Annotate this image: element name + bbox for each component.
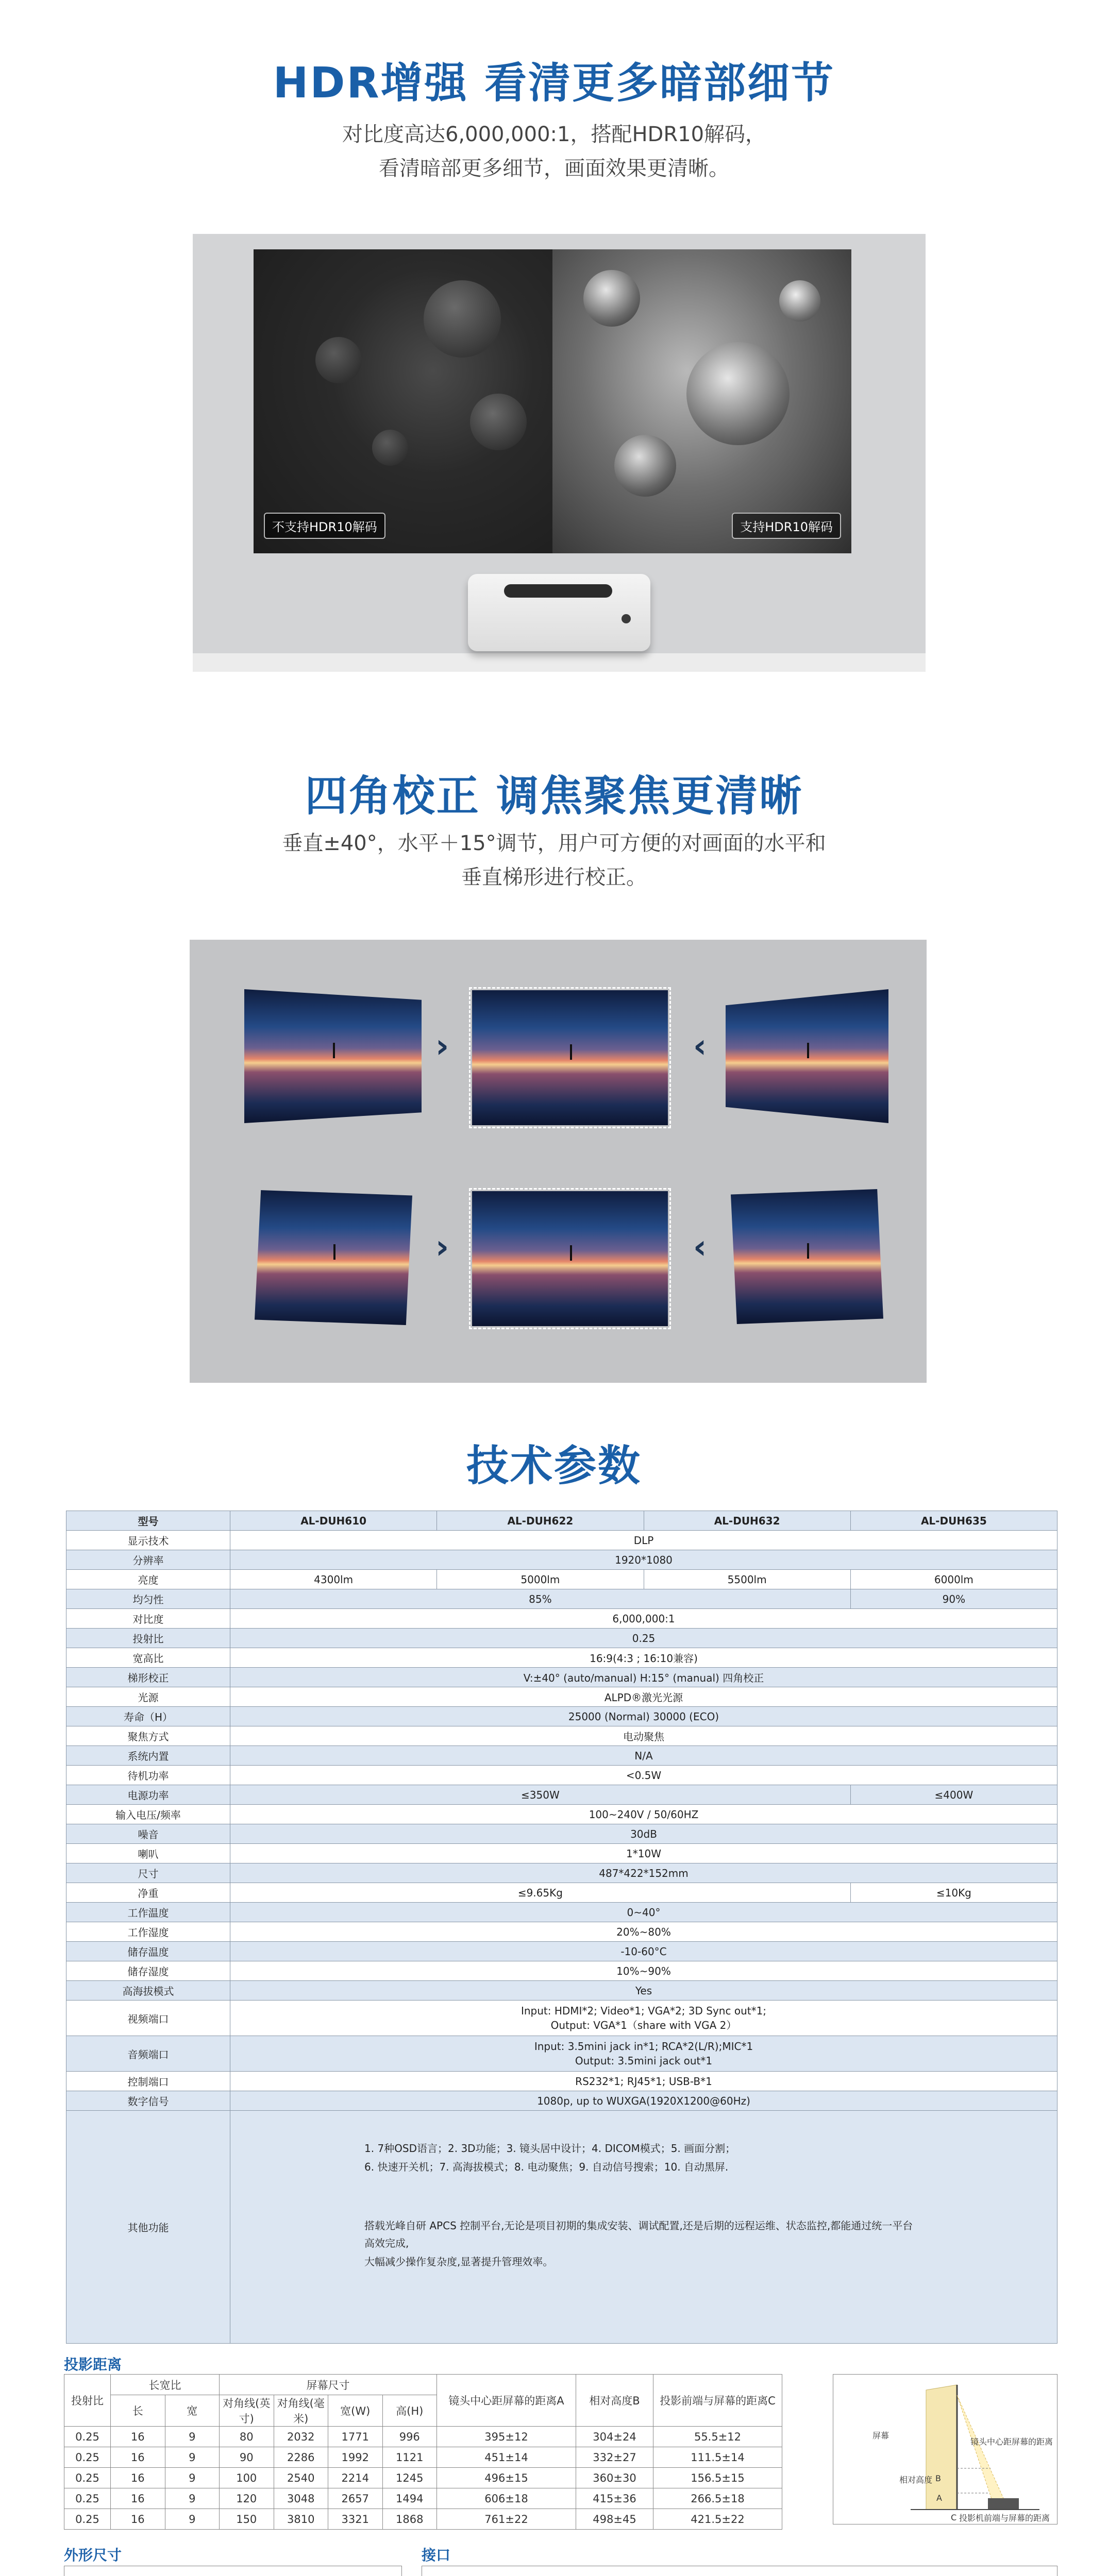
pd-header: 对角线(毫米) — [274, 2395, 328, 2427]
pd-header: 镜头中心距屏幕的距离A — [437, 2375, 576, 2427]
spec-value: 100~240V / 50/60HZ — [230, 1805, 1057, 1824]
pd-cell: 90 — [220, 2447, 274, 2468]
specs-table — [66, 1511, 1057, 2344]
spec-value: DLP — [230, 1531, 1057, 1550]
pd-header: 投射比 — [64, 2375, 111, 2427]
spec-label: 分辨率 — [66, 1550, 230, 1570]
spec-label: 其他功能 — [66, 2111, 230, 2344]
distorted-image-left — [244, 989, 422, 1123]
pd-cell: 606±18 — [437, 2488, 576, 2509]
model-cell: AL-DUH610 — [230, 1511, 437, 1531]
other-line4: 大幅减少操作复杂度,显著提升管理效率。 — [364, 2256, 553, 2268]
specs-model-label: 型号 — [66, 1511, 230, 1531]
pd-cell: 9 — [165, 2468, 220, 2488]
pd-cell: 496±15 — [437, 2468, 576, 2488]
water-drop — [470, 394, 527, 450]
projection-diagram-svg — [833, 2375, 1058, 2525]
pd-cell: 3048 — [274, 2488, 328, 2509]
pd-cell: 360±30 — [576, 2468, 653, 2488]
pd-cell: 332±27 — [576, 2447, 653, 2468]
pd-header: 相对高度B — [576, 2375, 653, 2427]
pd-cell: 498±45 — [576, 2509, 653, 2530]
water-drop — [372, 430, 408, 466]
model-cell: AL-DUH632 — [644, 1511, 850, 1531]
pd-cell: 2286 — [274, 2447, 328, 2468]
spec-value: ≤10Kg — [850, 1883, 1057, 1903]
hdr-comparison-image — [193, 234, 926, 672]
specs-title: 技术参数 — [466, 1442, 642, 1490]
pd-cell: 100 — [220, 2468, 274, 2488]
pd-cell: 0.25 — [64, 2427, 111, 2447]
spec-label: 数字信号 — [66, 2091, 230, 2111]
spec-value: 90% — [850, 1589, 1057, 1609]
spec-label: 待机功率 — [66, 1766, 230, 1785]
spec-value: ≤400W — [850, 1785, 1057, 1805]
diagram-label: B — [935, 2473, 941, 2483]
pd-cell: 266.5±18 — [653, 2488, 782, 2509]
projection-title: 投影距离 — [64, 2356, 122, 2373]
spec-value: ≤9.65Kg — [230, 1883, 851, 1903]
model-cell: AL-DUH622 — [437, 1511, 644, 1531]
spec-value: 20%~80% — [230, 1922, 1057, 1942]
dimensions-title: 外形尺寸 — [64, 2547, 122, 2564]
distorted-image-right — [726, 989, 888, 1123]
spec-label: 电源功率 — [66, 1785, 230, 1805]
spec-value: 1080p, up to WUXGA(1920X1200@60Hz) — [230, 2091, 1057, 2111]
spec-label: 净重 — [66, 1883, 230, 1903]
spec-value: 10%~90% — [230, 1961, 1057, 1981]
other-line1: 1. 7种OSD语言；2. 3D功能；3. 镜头居中设计；4. DICOM模式；5. 画面分割； — [364, 2142, 736, 2155]
pd-cell: 304±24 — [576, 2427, 653, 2447]
other-line3: 搭载光峰自研 APCS 控制平台,无论是项目初期的集成安装、调试配置,还是后期的远程运维、状态监控,都能通过统一平台高效完成, — [364, 2219, 913, 2249]
other-functions — [230, 2111, 1057, 2344]
pd-cell: 2657 — [328, 2488, 383, 2509]
pd-cell: 9 — [165, 2447, 220, 2468]
diagram-label: C — [951, 2513, 957, 2522]
spec-value: -10-60°C — [230, 1942, 1057, 1961]
pd-header: 对角线(英寸) — [220, 2395, 274, 2427]
keystone-subtitle-line2: 垂直梯形进行校正。 — [461, 866, 647, 889]
pd-cell: 395±12 — [437, 2427, 576, 2447]
spec-label: 光源 — [66, 1687, 230, 1707]
pd-header: 宽 — [165, 2395, 220, 2427]
pd-cell: 1992 — [328, 2447, 383, 2468]
keystone-subtitle — [0, 826, 1108, 894]
pd-cell: 1245 — [382, 2468, 437, 2488]
table-row — [64, 2488, 782, 2509]
pd-cell: 761±22 — [437, 2509, 576, 2530]
pd-cell: 0.25 — [64, 2468, 111, 2488]
pd-cell: 0.25 — [64, 2447, 111, 2468]
pd-cell: 9 — [165, 2509, 220, 2530]
pd-cell: 16 — [111, 2509, 165, 2530]
water-drop — [315, 337, 362, 383]
spec-label: 视频端口 — [66, 2001, 230, 2036]
projection-table — [64, 2374, 782, 2530]
pd-cell: 415±36 — [576, 2488, 653, 2509]
spec-value: 30dB — [230, 1824, 1057, 1844]
spec-label: 系统内置 — [66, 1746, 230, 1766]
table-row — [64, 2427, 782, 2447]
pd-cell: 421.5±22 — [653, 2509, 782, 2530]
diagram-label: 屏幕 — [872, 2431, 889, 2441]
pd-cell: 1494 — [382, 2488, 437, 2509]
pd-cell: 150 — [220, 2509, 274, 2530]
projector-indicator — [622, 614, 631, 623]
spec-value: 1*10W — [230, 1844, 1057, 1863]
spec-label: 亮度 — [66, 1570, 230, 1589]
spec-value: 0~40° — [230, 1903, 1057, 1922]
spec-value: <0.5W — [230, 1766, 1057, 1785]
floor — [193, 653, 926, 672]
spec-value: 6,000,000:1 — [230, 1609, 1057, 1629]
badge-hdr: 支持HDR10解码 — [732, 513, 841, 539]
spec-value: 16:9(4:3 ; 16:10兼容) — [230, 1648, 1057, 1668]
pd-cell: 0.25 — [64, 2509, 111, 2530]
projection-diagram — [833, 2374, 1057, 2524]
spec-label: 梯形校正 — [66, 1668, 230, 1687]
hdr-subtitle-line1: 对比度高达6,000,000:1，搭配HDR10解码， — [342, 123, 766, 146]
table-row — [64, 2447, 782, 2468]
spec-value — [230, 2036, 1057, 2072]
keystone-demo-panel — [190, 940, 927, 1383]
spec-label: 储存湿度 — [66, 1961, 230, 1981]
spec-label: 高海拔模式 — [66, 1981, 230, 2001]
pd-cell: 451±14 — [437, 2447, 576, 2468]
ports-title: 接口 — [422, 2547, 451, 2564]
spec-value: ≤350W — [230, 1785, 851, 1805]
spec-value: Yes — [230, 1981, 1057, 2001]
arrow-left-icon: ‹ — [693, 1228, 707, 1266]
hdr-subtitle — [0, 117, 1108, 185]
spec-value: ALPD®激光光源 — [230, 1687, 1057, 1707]
spec-value: 25000 (Normal) 30000 (ECO) — [230, 1707, 1057, 1726]
water-drop — [583, 270, 640, 327]
pd-header: 高(H) — [382, 2395, 437, 2427]
diagram-label: 镜头中心距屏幕的距离 — [970, 2437, 1053, 2447]
hdr-right-half — [552, 249, 851, 553]
video-port-line1: Input: HDMI*2; Video*1; VGA*2; 3D Sync out*1; — [521, 2005, 767, 2017]
spec-label: 储存温度 — [66, 1942, 230, 1961]
dimensions-drawing — [64, 2566, 402, 2576]
pd-header: 长 — [111, 2395, 165, 2427]
hdr-subtitle-line2: 看清暗部更多细节，画面效果更清晰。 — [379, 157, 729, 180]
spec-label: 控制端口 — [66, 2072, 230, 2091]
hdr-left-half — [254, 249, 552, 553]
distorted-image-left-2 — [255, 1190, 412, 1325]
model-cell: AL-DUH635 — [850, 1511, 1057, 1531]
table-row — [64, 2509, 782, 2530]
pd-header: 长宽比 — [111, 2375, 220, 2395]
pd-header: 宽(W) — [328, 2395, 383, 2427]
spec-value: 0.25 — [230, 1629, 1057, 1648]
audio-port-line1: Input: 3.5mini jack in*1; RCA*2(L/R);MIC*1 — [534, 2040, 753, 2053]
spec-label: 聚焦方式 — [66, 1726, 230, 1746]
spec-label: 音频端口 — [66, 2036, 230, 2072]
pd-cell: 3321 — [328, 2509, 383, 2530]
pd-cell: 2540 — [274, 2468, 328, 2488]
spec-label: 输入电压/频率 — [66, 1805, 230, 1824]
pd-cell: 3810 — [274, 2509, 328, 2530]
spec-value: 4300lm — [230, 1570, 437, 1589]
pd-cell: 111.5±14 — [653, 2447, 782, 2468]
table-row — [64, 2468, 782, 2488]
audio-port-line2: Output: 3.5mini jack out*1 — [575, 2055, 713, 2067]
spec-value: 6000lm — [850, 1570, 1057, 1589]
spec-label: 显示技术 — [66, 1531, 230, 1550]
pd-cell: 16 — [111, 2447, 165, 2468]
spec-label: 对比度 — [66, 1609, 230, 1629]
water-drop — [686, 342, 790, 445]
spec-value: RS232*1; RJ45*1; USB-B*1 — [230, 2072, 1057, 2091]
spec-label: 尺寸 — [66, 1863, 230, 1883]
spec-value: 电动聚焦 — [230, 1726, 1057, 1746]
pd-cell: 1868 — [382, 2509, 437, 2530]
pd-cell: 2032 — [274, 2427, 328, 2447]
spec-value: 5000lm — [437, 1570, 644, 1589]
spec-value: N/A — [230, 1746, 1057, 1766]
pd-cell: 16 — [111, 2427, 165, 2447]
keystone-subtitle-line1: 垂直±40°，水平＋15°调节，用户可方便的对画面的水平和 — [282, 832, 826, 855]
arrow-right-icon: › — [435, 1027, 449, 1065]
pd-cell: 156.5±15 — [653, 2468, 782, 2488]
pd-cell: 1771 — [328, 2427, 383, 2447]
diagram-label: 投影机前端与屏幕的距离 — [959, 2513, 1050, 2523]
spec-value: V:±40° (auto/manual) H:15° (manual) 四角校正 — [230, 1668, 1057, 1687]
distorted-image-right-2 — [731, 1189, 883, 1324]
spec-value: 1920*1080 — [230, 1550, 1057, 1570]
spec-label: 宽高比 — [66, 1648, 230, 1668]
arrow-right-icon: › — [435, 1228, 449, 1266]
pd-cell: 120 — [220, 2488, 274, 2509]
spec-label: 喇叭 — [66, 1844, 230, 1863]
pd-cell: 80 — [220, 2427, 274, 2447]
pd-cell: 996 — [382, 2427, 437, 2447]
laser-projector — [468, 574, 650, 651]
spec-value: 5500lm — [644, 1570, 850, 1589]
spec-label: 工作湿度 — [66, 1922, 230, 1942]
spec-label: 投射比 — [66, 1629, 230, 1648]
diagram-label: 相对高度 — [899, 2475, 933, 2485]
pd-header: 屏幕尺寸 — [220, 2375, 437, 2395]
pd-cell: 0.25 — [64, 2488, 111, 2509]
arrow-left-icon: ‹ — [693, 1027, 707, 1065]
pd-cell: 55.5±12 — [653, 2427, 782, 2447]
specs-header-row — [66, 1511, 1057, 1531]
pd-cell: 16 — [111, 2488, 165, 2509]
hdr-title: HDR增强 看清更多暗部细节 — [273, 59, 835, 108]
spec-label: 工作温度 — [66, 1903, 230, 1922]
water-drop — [779, 280, 820, 321]
correction-frame — [469, 987, 671, 1128]
badge-no-hdr: 不支持HDR10解码 — [264, 513, 385, 539]
projector-lens — [504, 584, 612, 598]
pd-cell: 9 — [165, 2488, 220, 2509]
ports-drawing — [422, 2566, 1057, 2576]
water-drop — [614, 435, 676, 497]
pd-cell: 2214 — [328, 2468, 383, 2488]
water-drop — [424, 280, 501, 358]
hdr-projection-screen — [254, 249, 851, 553]
spec-label: 寿命（H） — [66, 1707, 230, 1726]
spec-label: 均匀性 — [66, 1589, 230, 1609]
pd-header: 投影前端与屏幕的距离C — [653, 2375, 782, 2427]
keystone-title: 四角校正 调焦聚焦更清晰 — [305, 772, 803, 821]
pd-cell: 16 — [111, 2468, 165, 2488]
spec-value — [230, 2001, 1057, 2036]
pd-cell: 1121 — [382, 2447, 437, 2468]
pd-cell: 9 — [165, 2427, 220, 2447]
correction-frame — [469, 1188, 671, 1329]
spec-value: 85% — [230, 1589, 851, 1609]
spec-value: 487*422*152mm — [230, 1863, 1057, 1883]
video-port-line2: Output: VGA*1（share with VGA 2） — [550, 2019, 737, 2031]
diagram-label: A — [936, 2493, 942, 2503]
spec-label: 噪音 — [66, 1824, 230, 1844]
other-line2: 6. 快速开关机；7. 高海拔模式；8. 电动聚焦；9. 自动信号搜索；10. 自动黑屏. — [364, 2161, 729, 2173]
